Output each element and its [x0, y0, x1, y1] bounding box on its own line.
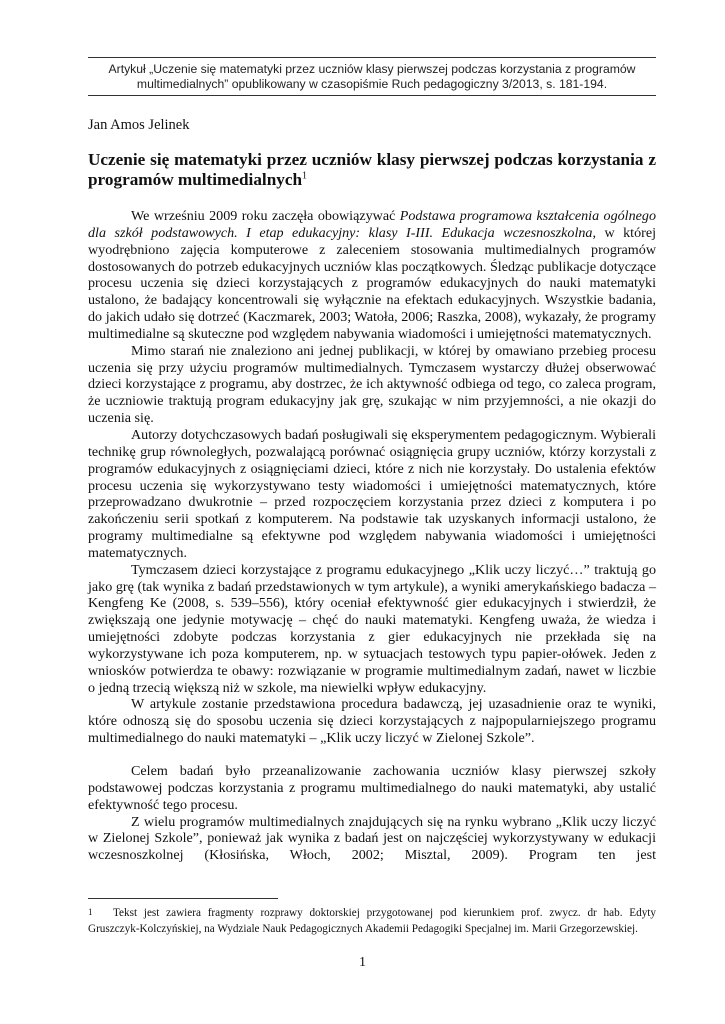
paragraph-4: Tymczasem dzieci korzystające z programu edukacyjnego „Klik uczy liczyć…” traktują go jako grę (tak wynika z badań przedstawionych w tym artykule), a wyniki amerykańskiego badacza – Kengfeng Ke (2008, s. 539–556), który oceniał efektywność gier edukacyjnych i stwierdził, że zwiększają one jedynie motywację – chęć do nauki matematyki. Kengfeng uważa, że wiedza i umiejętności zdobyte podczas korzystania z gier edukacyjnych nie przekłada się na wykorzystywane ich poza komputerem, np. w sytuacjach testowych typu papier-ołówek. Jeden z wniosków potwierdza te obawy: rozwiązanie w programie multimedialnym zadań, nawet w liczbie o jedną trzecią większą niż w szkole, ma niewielki wpływ edukacyjny.: [88, 561, 656, 696]
page-number: 1: [359, 955, 366, 970]
paragraph-5: W artykule zostanie przedstawiona procedura badawczą, jej uzasadnienie oraz te wyniki, które odnoszą się do sposobu uczenia się dzieci korzystających z najpopularniejszego programu multimedialnego do nauki matematyki – „Klik uczy liczyć w Zielonej Szkole”.: [88, 696, 656, 747]
paragraph-2: Mimo starań nie znaleziono ani jednej publikacji, w której by omawiano przebieg procesu uczenia się przy użyciu programów multimedialnych. Tymczasem wystarczy dłużej obserwować dzieci korzystające z programu, aby dostrzec, że ich aktywność odbiega od tego, co zaleca program, że uczniowie traktują program edukacyjny jak grę, szukając w nim przyjemności, a nie okazji do uczenia się.: [88, 342, 656, 427]
footnote: [88, 905, 656, 937]
header-line-1: Artykuł „Uczenie się matematyki przez uczniów klasy pierwszej podczas korzystania z programów: [108, 62, 636, 76]
paragraph-1-rest: , w której wyodrębniono zajęcia komputerowe z zaleceniem stosowania multimedialnych programów dostosowanych do potrzeb edukacyjnych uczniów klas początkowych. Śledząc publikacje dotyczące procesu uczenia się dzieci korzystających z programów edukacyjnych do nauki matematyki ustalono, że badający koncentrowali się wyłącznie na efektach edukacyjnych. Wszystkie badania, do jakich udało się dotrzeć (Kaczmarek, 2003; Watoła, 2006; Raszka, 2008), wykazały, że programy multimedialne są skuteczne pod względem nabywania wiadomości i umiejętności matematycznych.: [88, 224, 656, 342]
footnote-text: Tekst jest zawiera fragmenty rozprawy doktorskiej przygotowanej pod kierunkiem prof. zwycz. dr hab. Edyty Gruszczyk-Kolczyńskiej, na Wydziale Nauk Pedagogicznych Akademii Pedagogiki Specjalnej im. Marii Grzegorzewskiej.: [88, 907, 656, 935]
author-name: Jan Amos Jelinek: [88, 117, 190, 133]
paragraph-6: Celem badań było przeanalizowanie zachowania uczniów klasy pierwszej szkoły podstawowej podczas korzystania z programu multimedialnego do nauki matematyki, aby ustalić efektywność tego procesu.: [88, 763, 656, 813]
footnote-separator: [88, 898, 278, 899]
running-header: [88, 57, 656, 96]
paragraph-1-italic-title: Podstawa programowa kształcenia ogólnego dla szkół podstawowych. I etap edukacyjny: klasy I-III. Edukacja wczesnoszkolna: [88, 208, 656, 241]
paragraph-7: Z wielu programów multimedialnych znajdujących się na rynku wybrano „Klik uczy liczyć w Zielonej Szkole”, ponieważ jak wynika z badań jest on najczęściej wykorzystywany w edukacji wczesnoszkolnej (Kłosińska, Włoch, 2002; Misztal, 2009). Program ten jest: [88, 813, 656, 864]
article-title-text: Uczenie się matematyki przez uczniów klasy pierwszej podczas korzystania z programów multimedialnych: [88, 150, 656, 189]
header-line-2: multimedialnych” opublikowany w czasopiśmie Ruch pedagogiczny 3/2013, s. 181-194.: [136, 77, 608, 91]
paragraph-3: Autorzy dotychczasowych badań posługiwali się eksperymentem pedagogicznym. Wybierali technikę grup równoległych, pozwalającą porównać osiągnięcia grupy uczniów, którzy korzystali z programów edukacyjnych z osiągnięciami dzieci, które z nich nie korzystały. Do ustalenia efektów procesu uczenia się wykorzystywano testy wiadomości i umiejętności matematycznych, które przeprowadzano dwukrotnie – przed rozpoczęciem korzystania przez dzieci z komputera i po zakończeniu serii spotkań z komputerem. Na podstawie tak uzyskanych informacji ustalono, że programy multimedialne są efektywne pod względem nabywania wiadomości i umiejętności matematycznych.: [88, 426, 656, 561]
title-footnote-ref: 1: [302, 170, 308, 182]
article-title: [88, 150, 656, 190]
paragraph-1-start: We wrześniu 2009 roku zaczęła obowiązywać: [131, 208, 400, 224]
footnote-mark: 1: [88, 907, 93, 917]
article-body: [88, 208, 656, 864]
paragraph-1: [88, 208, 656, 343]
